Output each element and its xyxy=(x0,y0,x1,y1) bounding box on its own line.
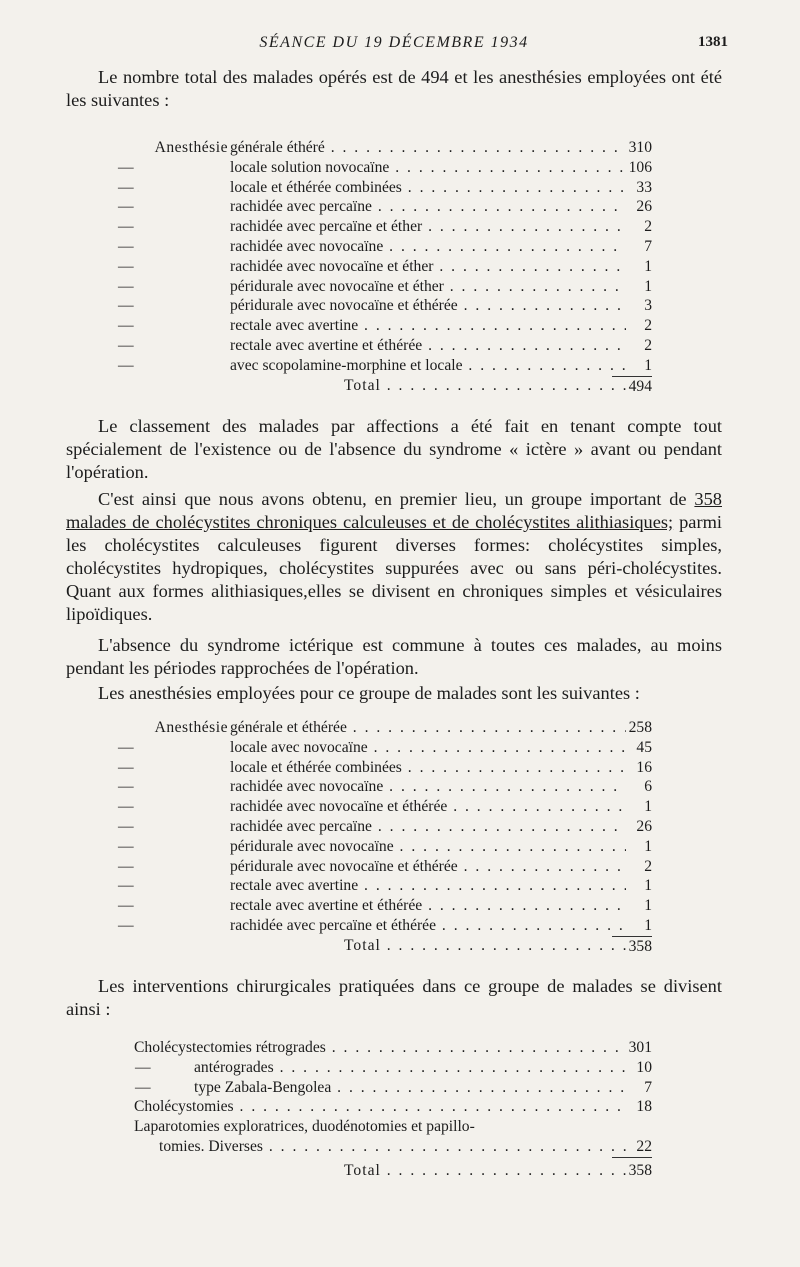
row-value: 26 xyxy=(636,817,652,835)
row-lead: Anesthésie xyxy=(154,139,228,156)
total-label: Total . . . xyxy=(344,1161,626,1181)
row-label: locale et éthérée combinées . . . xyxy=(230,178,626,198)
row-label: rectale avec avertine . . . xyxy=(230,876,626,896)
row-label: Laparotomies exploratrices, duodénotomies et papillo- xyxy=(134,1118,475,1136)
total-value: 494 xyxy=(612,376,652,397)
row-label: rectale avec avertine . . . xyxy=(230,316,626,336)
row-label: rachidée avec novocaïne et éthérée . . . xyxy=(230,797,626,817)
table-row xyxy=(66,178,656,198)
ditto-dash: — xyxy=(117,778,135,796)
row-value: 1 xyxy=(644,356,652,374)
table-row xyxy=(66,158,656,178)
row-value: 16 xyxy=(636,758,652,776)
table-row xyxy=(66,316,656,336)
row-label: locale solution novocaïne . . . xyxy=(230,158,626,178)
row-value: 2 xyxy=(644,857,652,875)
anesthesia-table-all xyxy=(66,138,656,395)
row-value: 7 xyxy=(644,237,652,255)
table-row xyxy=(66,777,656,797)
row-label: tomies. Diverses . . . xyxy=(159,1137,626,1157)
row-label: rachidée avec novocaïne . . . xyxy=(230,777,626,797)
row-label: générale éthéré . . . xyxy=(230,138,626,158)
table-row xyxy=(66,1117,656,1137)
table-row xyxy=(66,1097,656,1117)
row-value: 1 xyxy=(644,877,652,895)
row-label: rachidée avec novocaïne et éther . . . xyxy=(230,257,626,277)
anesthesia-table-group xyxy=(66,718,656,956)
table-row xyxy=(66,356,656,376)
table-row xyxy=(66,277,656,297)
page-header xyxy=(60,34,728,58)
row-label: type Zabala-Bengolea . . . xyxy=(194,1078,626,1098)
row-label: générale et éthérée . . . xyxy=(230,718,626,738)
total-label: Total . . . xyxy=(344,936,626,956)
ditto-dash: — xyxy=(117,237,135,255)
row-value: 22 xyxy=(612,1137,652,1158)
row-label: rectale avec avertine et éthérée . . . xyxy=(230,896,626,916)
row-label: péridurale avec novocaïne et éthérée . . . xyxy=(230,296,626,316)
table-total-row xyxy=(66,936,656,956)
row-value: 18 xyxy=(636,1098,652,1116)
ditto-dash: — xyxy=(117,758,135,776)
table-row xyxy=(66,916,656,936)
row-value: 1 xyxy=(644,277,652,295)
table-row xyxy=(66,738,656,758)
row-value: 26 xyxy=(636,198,652,216)
table-row xyxy=(66,336,656,356)
row-lead: Anesthésie xyxy=(154,719,228,736)
ditto-dash: — xyxy=(117,218,135,236)
row-value: 2 xyxy=(644,336,652,354)
row-value: 258 xyxy=(628,719,652,736)
table-row xyxy=(66,1078,656,1098)
ditto-dash: — xyxy=(134,1058,152,1076)
row-label: Cholécystomies . . . xyxy=(134,1097,626,1117)
row-label: rachidée avec novocaïne . . . xyxy=(230,237,626,257)
interventions-table xyxy=(66,1038,656,1181)
row-label: locale avec novocaïne . . . xyxy=(230,738,626,758)
ditto-dash: — xyxy=(117,837,135,855)
row-value: 301 xyxy=(628,1039,652,1056)
table-row xyxy=(66,1058,656,1078)
table-row xyxy=(66,857,656,877)
total-label: Total . . . xyxy=(344,376,626,396)
running-title: SÉANCE DU 19 DÉCEMBRE 1934 xyxy=(259,34,529,51)
group-paragraph xyxy=(66,488,722,627)
ditto-dash: — xyxy=(117,158,135,176)
group-text-after: parmi les cholécystites calculeuses figurent diverses formes: cholécystites simples, cholécystites hydropiques, cholécystites suppurées avec ou sans péri-cholécystites. Quant aux formes alithiasiques,elles se divisent en chroniques simples et vésiculaires lipoïdiques. xyxy=(66,512,722,625)
row-value: 3 xyxy=(644,297,652,315)
ditto-dash: — xyxy=(117,798,135,816)
row-value: 1 xyxy=(644,798,652,816)
ditto-dash: — xyxy=(117,877,135,895)
table-row xyxy=(66,797,656,817)
row-value: 310 xyxy=(628,139,652,156)
page-number: 1381 xyxy=(698,34,728,50)
table-row xyxy=(66,197,656,217)
row-label: péridurale avec novocaïne et éthérée . . . xyxy=(230,857,626,877)
intro-paragraph: Le nombre total des malades opérés est de 494 et les anesthésies employées ont été les suivantes : xyxy=(66,67,722,111)
group-text-before: C'est ainsi que nous avons obtenu, en premier lieu, un groupe important de xyxy=(98,489,687,509)
ditto-dash: — xyxy=(117,257,135,275)
ditto-dash: — xyxy=(117,297,135,315)
ditto-dash: — xyxy=(117,738,135,756)
ditto-dash: — xyxy=(117,178,135,196)
row-value: 6 xyxy=(644,778,652,796)
icterus-paragraph: L'absence du syndrome ictérique est commune à toutes ces malades, au moins pendant les périodes rapprochées de l'opération. xyxy=(66,635,722,679)
table-row xyxy=(66,758,656,778)
table-row xyxy=(66,837,656,857)
table-row xyxy=(66,296,656,316)
row-label: rachidée avec percaïne et éthérée . . . xyxy=(230,916,626,936)
row-label: péridurale avec novocaïne . . . xyxy=(230,837,626,857)
row-value: 106 xyxy=(628,158,652,176)
row-label: Cholécystectomies rétrogrades . . . xyxy=(134,1038,626,1058)
table-total-row xyxy=(66,1161,656,1181)
row-label: avec scopolamine-morphine et locale . . . xyxy=(230,356,626,376)
table-row xyxy=(66,876,656,896)
ditto-dash: — xyxy=(117,336,135,354)
table-total-row xyxy=(66,376,656,396)
row-value: 10 xyxy=(636,1058,652,1076)
row-label: rachidée avec percaïne et éther . . . xyxy=(230,217,626,237)
ditto-dash: — xyxy=(117,857,135,875)
row-value: 1 xyxy=(644,837,652,855)
row-value: 33 xyxy=(636,178,652,196)
ditto-dash: — xyxy=(117,897,135,915)
row-value: 1 xyxy=(644,916,652,934)
row-value: 2 xyxy=(644,317,652,335)
row-label: rachidée avec percaïne . . . xyxy=(230,197,626,217)
row-label: rectale avec avertine et éthérée . . . xyxy=(230,336,626,356)
total-value: 358 xyxy=(612,936,652,957)
row-value: 45 xyxy=(636,738,652,756)
row-value: 2 xyxy=(644,218,652,236)
ditto-dash: — xyxy=(117,817,135,835)
group-underlined-text: 358 malades de cholécystites chroniques calculeuses et de cholécystites alithiasiques; xyxy=(66,489,722,533)
ditto-dash: — xyxy=(117,277,135,295)
ditto-dash: — xyxy=(134,1078,152,1096)
ditto-dash: — xyxy=(117,198,135,216)
row-label: péridurale avec novocaïne et éther . . . xyxy=(230,277,626,297)
row-label: rachidée avec percaïne . . . xyxy=(230,817,626,837)
table-row xyxy=(66,718,656,738)
table-row xyxy=(66,217,656,237)
group-anesthesia-intro: Les anesthésies employées pour ce groupe de malades sont les suivantes : xyxy=(98,683,640,703)
ditto-dash: — xyxy=(117,916,135,934)
table-row xyxy=(66,817,656,837)
table-row xyxy=(66,1137,656,1157)
row-value: 1 xyxy=(644,897,652,915)
table-row xyxy=(66,257,656,277)
interventions-paragraph: Les interventions chirurgicales pratiquées dans ce groupe de malades se divisent ainsi : xyxy=(66,976,722,1020)
total-value: 358 xyxy=(628,1161,652,1179)
ditto-dash: — xyxy=(117,356,135,374)
table-row xyxy=(66,896,656,916)
classification-paragraph: Le classement des malades par affections a été fait en tenant compte tout spécialement de l'existence ou de l'absence du syndrome « ictère » avant ou pendant l'opération. xyxy=(66,416,722,483)
table-row xyxy=(66,1038,656,1058)
table-row xyxy=(66,237,656,257)
row-label: locale et éthérée combinées . . . xyxy=(230,758,626,778)
table-row xyxy=(66,138,656,158)
ditto-dash: — xyxy=(117,317,135,335)
row-value: 7 xyxy=(644,1078,652,1096)
row-label: antérogrades . . . xyxy=(194,1058,626,1078)
row-value: 1 xyxy=(644,257,652,275)
